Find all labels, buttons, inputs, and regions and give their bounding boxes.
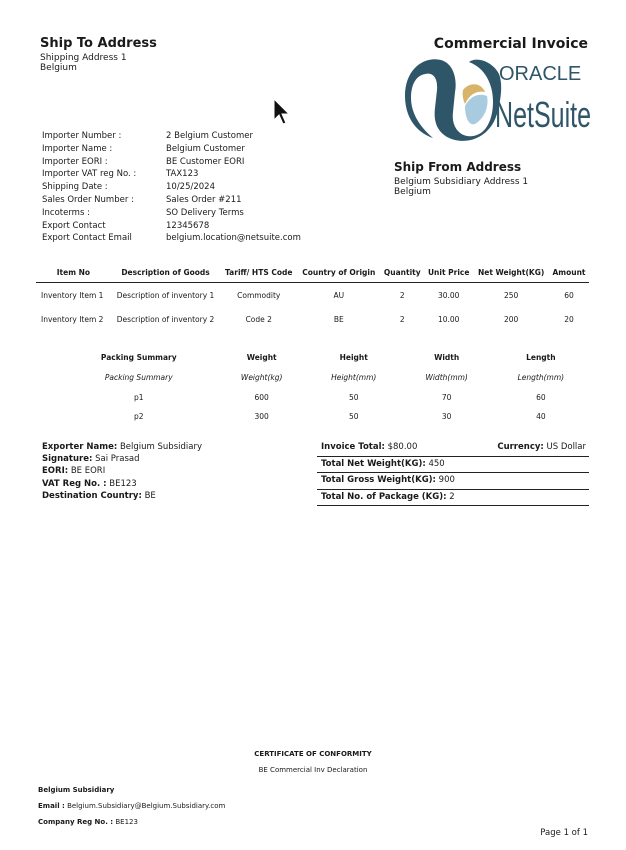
certificate-subtitle: BE Commercial Inv Declaration bbox=[258, 766, 368, 774]
column-header: Width bbox=[434, 352, 460, 362]
field-label: VAT Reg No. : bbox=[42, 478, 107, 489]
field-value: SO Delivery Terms bbox=[166, 207, 244, 218]
column-subheader: Height(mm) bbox=[331, 372, 377, 382]
field-label: Importer EORI : bbox=[42, 156, 108, 167]
logo-swirl-light bbox=[465, 95, 488, 125]
page-number: Page 1 of 1 bbox=[540, 828, 588, 838]
field-value: 2 Belgium Customer bbox=[166, 131, 253, 141]
ship-to-address bbox=[40, 53, 127, 73]
field-label: Export Contact bbox=[42, 220, 106, 231]
importer-details bbox=[42, 130, 301, 245]
table-cell: 50 bbox=[348, 412, 359, 421]
column-header: Length bbox=[526, 352, 556, 362]
ship-from-title: Ship From Address bbox=[394, 160, 522, 174]
table-cell: Inventory Item 1 bbox=[41, 290, 104, 300]
footer-company: Belgium Subsidiary bbox=[38, 786, 115, 794]
exporter-details bbox=[42, 441, 202, 502]
footer-reg-row bbox=[38, 814, 225, 830]
signature-row bbox=[42, 453, 202, 465]
footer bbox=[38, 782, 225, 830]
field-label: Export Contact Email bbox=[42, 233, 132, 244]
field-label: EORI: bbox=[42, 466, 69, 477]
table-cell: Commodity bbox=[237, 290, 281, 300]
table-cell: 60 bbox=[536, 393, 546, 402]
exporter-name-row bbox=[42, 441, 202, 453]
field-value: 2 bbox=[449, 491, 455, 502]
column-header: Unit Price bbox=[424, 262, 473, 283]
table-cell: 70 bbox=[441, 393, 452, 402]
oracle-netsuite-logo bbox=[403, 52, 591, 142]
gross-weight-row bbox=[317, 473, 589, 490]
table-cell: 60 bbox=[564, 290, 574, 300]
table-cell: 40 bbox=[536, 412, 546, 421]
field-value: $80.00 bbox=[387, 442, 418, 452]
field-label: Incoterms : bbox=[42, 207, 90, 218]
currency bbox=[497, 440, 586, 456]
table-cell: Code 2 bbox=[245, 314, 272, 324]
column-header: Net Weight(KG) bbox=[473, 262, 549, 283]
field-label: Shipping Date : bbox=[42, 182, 108, 193]
column-header: Country of Origin bbox=[297, 262, 380, 283]
ship-from-line: Belgium Subsidiary Address 1 bbox=[394, 177, 529, 187]
column-subheader: Length(mm) bbox=[517, 372, 565, 382]
packing-subheader-row bbox=[60, 366, 590, 388]
export-contact-row bbox=[42, 220, 301, 233]
column-header: Height bbox=[339, 352, 368, 362]
column-header: Quantity bbox=[380, 262, 424, 283]
table-cell: 30 bbox=[441, 412, 452, 421]
field-value: Belgium Subsidiary bbox=[119, 442, 202, 452]
field-value: Sai Prasad bbox=[95, 454, 140, 465]
field-value: Belgium Customer bbox=[166, 143, 245, 154]
table-cell: 600 bbox=[254, 393, 269, 402]
shipping-date-row bbox=[42, 181, 301, 194]
vat-row bbox=[42, 478, 202, 490]
invoice-total-row bbox=[317, 440, 589, 457]
column-subheader: Width(mm) bbox=[425, 372, 468, 382]
field-value: BE Customer EORI bbox=[166, 156, 245, 167]
field-value: BE123 bbox=[109, 478, 137, 489]
field-value: Sales Order #211 bbox=[166, 194, 242, 205]
field-label: Signature: bbox=[42, 454, 93, 465]
field-label: Importer Number : bbox=[42, 131, 122, 141]
invoice-total bbox=[321, 440, 417, 456]
table-cell: AU bbox=[333, 290, 345, 300]
table-cell: 2 bbox=[399, 314, 405, 324]
column-header: Tariff/ HTS Code bbox=[220, 262, 297, 283]
table-cell: p2 bbox=[134, 412, 144, 421]
packing-summary-table bbox=[60, 348, 590, 426]
field-label: Total Net Weight(KG): bbox=[321, 458, 426, 469]
export-email-row bbox=[42, 232, 301, 245]
net-weight-row bbox=[317, 457, 589, 474]
field-label: Importer VAT reg No. : bbox=[42, 169, 137, 180]
incoterms-row bbox=[42, 207, 301, 220]
table-row bbox=[60, 407, 590, 426]
packages-row bbox=[317, 490, 589, 507]
sales-order-row bbox=[42, 194, 301, 207]
items-table bbox=[36, 262, 589, 331]
ship-to-line: Shipping Address 1 bbox=[40, 53, 127, 63]
field-label: Company Reg No. : bbox=[38, 818, 114, 826]
field-value: US Dollar bbox=[546, 442, 586, 452]
field-label: Destination Country: bbox=[42, 490, 142, 501]
table-cell: Inventory Item 2 bbox=[41, 314, 104, 324]
certificate-title: CERTIFICATE OF CONFORMITY bbox=[254, 750, 372, 758]
field-value: BE123 bbox=[115, 818, 138, 826]
field-label: Invoice Total: bbox=[321, 442, 385, 452]
column-header: Item No bbox=[36, 262, 111, 283]
field-value: TAX123 bbox=[166, 169, 199, 180]
column-subheader: Weight(kg) bbox=[240, 372, 283, 382]
field-label: Sales Order Number : bbox=[42, 194, 134, 205]
importer-vat-row bbox=[42, 168, 301, 181]
table-row bbox=[36, 307, 589, 331]
field-value: BE bbox=[144, 490, 156, 501]
table-cell: 20 bbox=[564, 314, 574, 324]
field-value: 12345678 bbox=[166, 220, 210, 231]
ship-to-title: Ship To Address bbox=[40, 36, 157, 51]
field-value: BE EORI bbox=[70, 466, 106, 477]
ship-from-line: Belgium bbox=[394, 187, 431, 197]
packing-header-row bbox=[60, 348, 590, 366]
items-header-row bbox=[36, 262, 589, 283]
field-value: belgium.location@netsuite.com bbox=[166, 233, 301, 244]
footer-email-row bbox=[38, 798, 225, 814]
field-value: Belgium.Subsidiary@Belgium.Subsidiary.com bbox=[67, 802, 226, 810]
column-subheader: Packing Summary bbox=[104, 372, 173, 382]
field-label: Currency: bbox=[497, 442, 544, 452]
field-label: Email : bbox=[38, 802, 65, 810]
table-cell: p1 bbox=[134, 393, 144, 402]
mouse-cursor-icon bbox=[273, 98, 291, 126]
field-value: 900 bbox=[438, 475, 455, 485]
totals-box bbox=[317, 440, 589, 506]
importer-name-row bbox=[42, 143, 301, 156]
field-label: Total No. of Package (KG): bbox=[321, 491, 447, 502]
logo-oracle-text: ORACLE bbox=[499, 63, 582, 85]
table-cell: 300 bbox=[254, 412, 269, 421]
importer-eori-row bbox=[42, 156, 301, 169]
table-cell: 10.00 bbox=[437, 314, 460, 324]
field-label: Exporter Name: bbox=[42, 442, 118, 452]
field-label: Total Gross Weight(KG): bbox=[321, 475, 436, 485]
table-cell: 50 bbox=[348, 393, 359, 402]
table-cell: Description of inventory 2 bbox=[116, 314, 215, 324]
destination-row bbox=[42, 490, 202, 502]
column-header: Amount bbox=[549, 262, 589, 283]
table-row bbox=[36, 283, 589, 308]
field-value: 10/25/2024 bbox=[166, 182, 215, 193]
column-header: Packing Summary bbox=[100, 352, 177, 362]
table-cell: 250 bbox=[503, 290, 519, 300]
table-cell: 200 bbox=[503, 314, 519, 324]
column-header: Description of Goods bbox=[111, 262, 220, 283]
table-cell: 30.00 bbox=[437, 290, 460, 300]
ship-to-line: Belgium bbox=[40, 63, 77, 73]
field-value: 450 bbox=[428, 458, 445, 469]
table-cell: Description of inventory 1 bbox=[116, 290, 215, 300]
field-label: Importer Name : bbox=[42, 143, 113, 154]
invoice-title: Commercial Invoice bbox=[433, 36, 588, 52]
importer-number-row bbox=[42, 130, 301, 143]
logo-netsuite-text: NetSuite bbox=[495, 94, 591, 135]
table-row bbox=[60, 388, 590, 407]
table-cell: BE bbox=[333, 314, 344, 324]
table-cell: 2 bbox=[399, 290, 405, 300]
ship-from-address bbox=[394, 177, 528, 197]
column-header: Weight bbox=[246, 352, 277, 362]
eori-row bbox=[42, 465, 202, 477]
